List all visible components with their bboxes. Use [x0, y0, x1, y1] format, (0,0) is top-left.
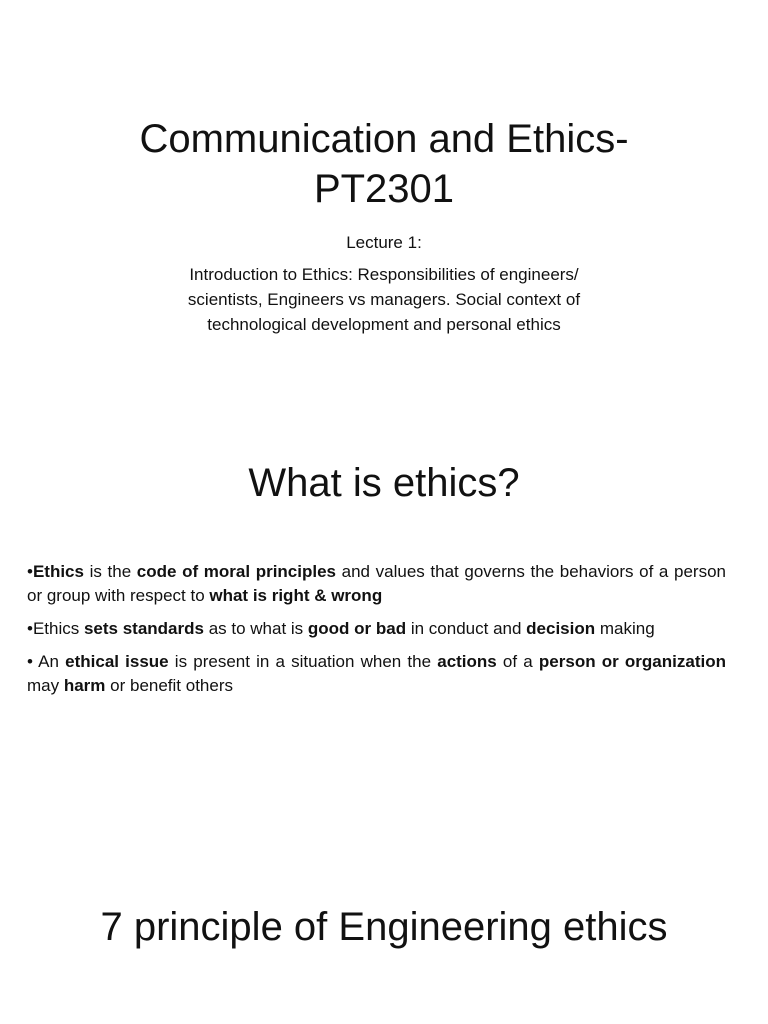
bullet-text: as to what is: [203, 619, 308, 638]
bullet-bold-text: code of moral principles: [136, 562, 337, 581]
bullet-list: [27, 560, 726, 707]
lecture-subtitle: [130, 262, 638, 337]
subtitle-line-2: scientists, Engineers vs managers. Social context of: [187, 290, 581, 309]
bullet-item: [27, 650, 726, 698]
bullet-text: is present in a situation when the: [168, 652, 438, 671]
bullet-bold-text: what is right & wrong: [209, 586, 383, 605]
bullet-text: of a: [496, 652, 539, 671]
bullet-text: may: [27, 676, 64, 695]
bullet-text: •: [27, 562, 33, 581]
bullet-text: and values that governs the behaviors of a person or group with respect to: [27, 562, 726, 605]
bullet-item: [27, 560, 726, 608]
bullet-bold-text: ethical issue: [65, 652, 169, 671]
bullet-text: making: [595, 619, 655, 638]
lecture-label: Lecture 1:: [346, 233, 422, 252]
bullet-text: • An: [27, 652, 66, 671]
subtitle-line-3: technological development and personal ethics: [207, 315, 561, 334]
bullet-bold-text: good or bad: [307, 619, 407, 638]
bullet-text: is the: [83, 562, 137, 581]
bullet-item: [27, 617, 726, 641]
bullet-bold-text: harm: [63, 676, 106, 695]
bullet-bold-text: decision: [526, 619, 596, 638]
slide-engineering-principles: [0, 806, 768, 1024]
bullet-bold-text: person or organization: [538, 652, 726, 671]
subtitle-line-1: Introduction to Ethics: Responsibilities of engineers/: [189, 265, 579, 284]
course-title-line-1: Communication and Ethics-: [139, 117, 629, 161]
bullet-bold-text: actions: [437, 652, 497, 671]
slide-what-is-ethics: [0, 396, 768, 806]
slide-title: [0, 0, 768, 396]
course-title: [60, 114, 708, 214]
bullet-text: or benefit others: [105, 676, 233, 695]
bullet-text: •Ethics: [27, 619, 84, 638]
course-title-line-2: PT2301: [313, 167, 455, 211]
slide-heading: 7 principle of Engineering ethics: [100, 905, 668, 949]
bullet-text: in conduct and: [406, 619, 527, 638]
bullet-bold-text: Ethics: [32, 562, 84, 581]
slide-heading: What is ethics?: [248, 461, 520, 505]
bullet-bold-text: sets standards: [83, 619, 204, 638]
